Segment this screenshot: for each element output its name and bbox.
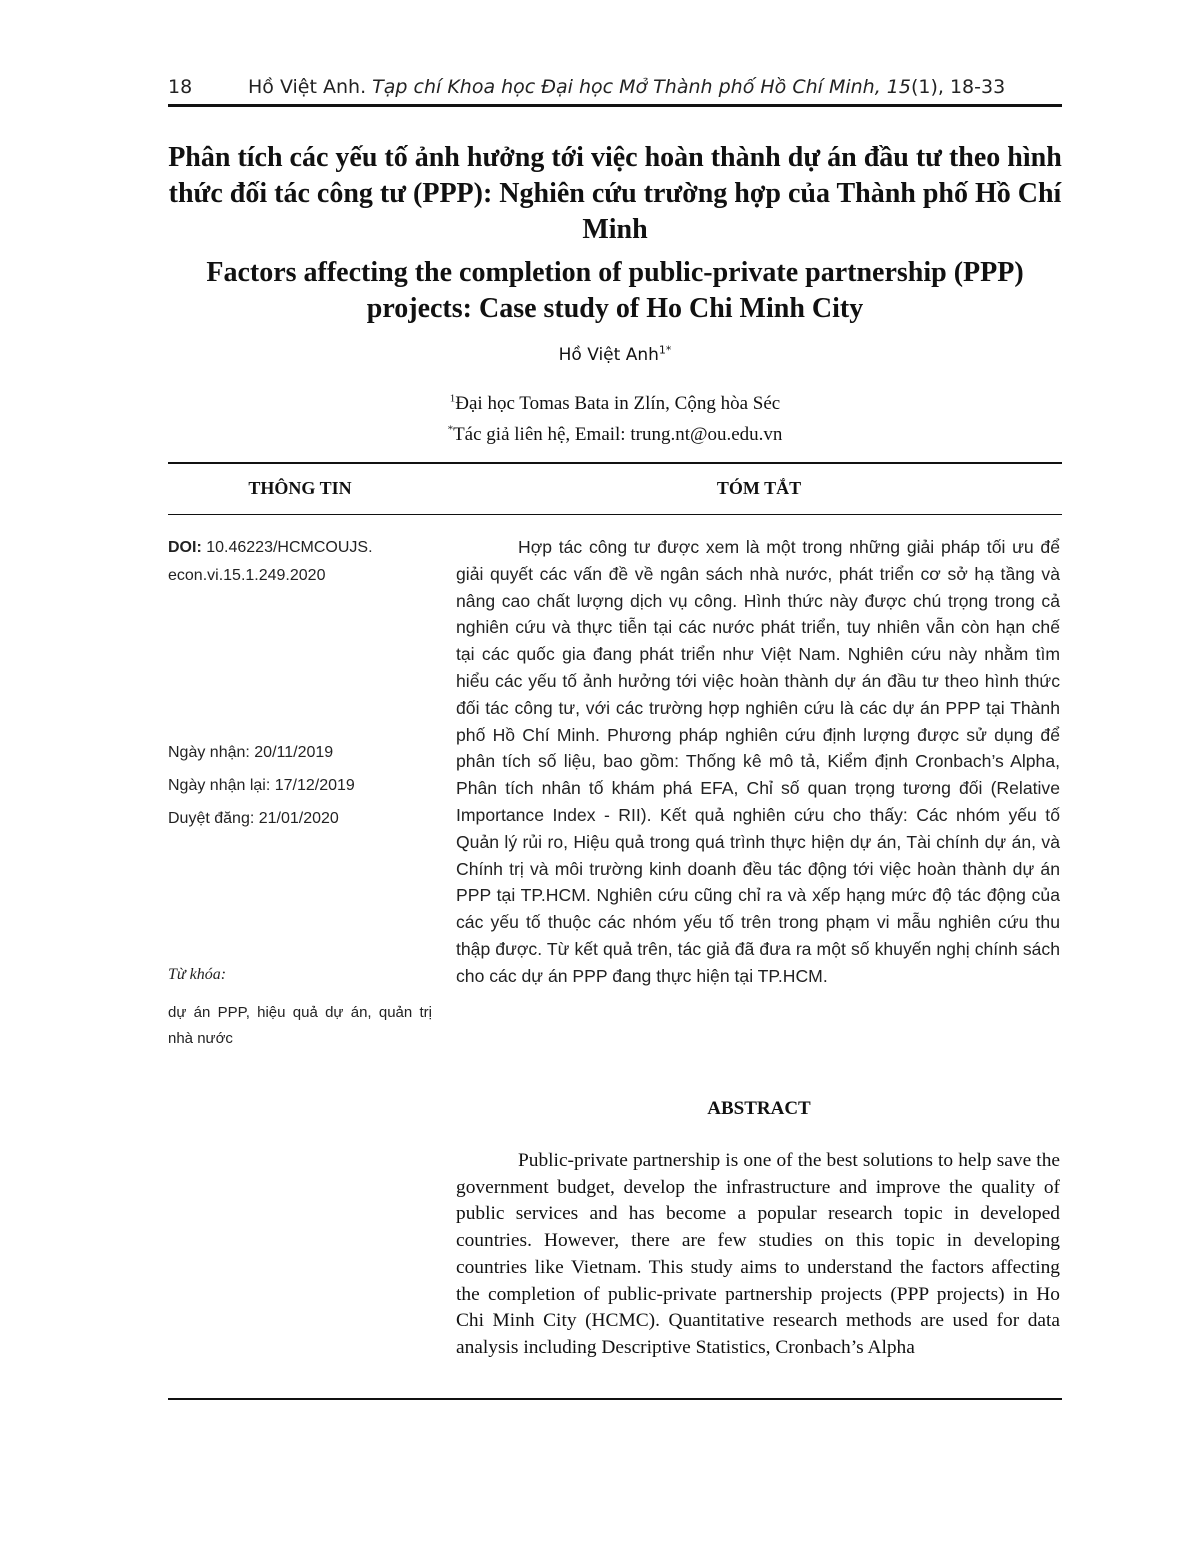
author-name: Hồ Việt Anh — [558, 345, 659, 365]
title-vietnamese: Phân tích các yếu tố ảnh hưởng tới việc hoàn thành dự án đầu tư theo hình thức đối tác công tư (PPP): Nghiên cứu trường hợp của Thành phố Hồ Chí Minh — [168, 142, 1062, 245]
table-top-rule — [168, 462, 1062, 464]
author-marks: 1* — [658, 343, 672, 357]
corresponding-mark: * — [447, 423, 454, 436]
affiliation-text: Đại học Tomas Bata in Zlín, Cộng hòa Séc — [455, 393, 781, 414]
dates-block — [168, 736, 432, 835]
revised-date: Ngày nhận lại: 17/12/2019 — [168, 777, 355, 794]
header-author: Hồ Việt Anh. — [248, 76, 367, 98]
keywords-label: Từ khóa: — [168, 966, 227, 983]
journal-name: Tạp chí Khoa học Đại học Mở Thành phố Hồ Chí Minh, 15 — [372, 76, 911, 98]
abstract-heading: ABSTRACT — [707, 1098, 811, 1119]
received-date: Ngày nhận: 20/11/2019 — [168, 744, 334, 761]
abstract-english: Public-private partnership is one of the best solutions to help save the government budget, develop the infrastructure and improve the quality of public services and has become a popular research topic in developed countries. However, there are few studies on this topic in developing countries like Vietnam. This study aims to understand the factors affecting the completion of public-private partnership projects (PPP projects) in Ho Chi Minh City (HCMC). Quantitative research methods are used for data analysis including Descriptive Statistics, Cronbach’s Alpha — [456, 1150, 1060, 1358]
affiliation-line — [168, 393, 1062, 415]
author-line — [168, 345, 1062, 365]
abstract-vietnamese: Hợp tác công tư được xem là một trong những giải pháp tối ưu để giải quyết các vấn đề về ngân sách nhà nước, phát triển cơ sở hạ tầng và nâng cao chất lượng dịch vụ công. Hình thức này được chú trọng trong cả nghiên cứu và thực tiễn tại các nước phát triển, tuy nhiên vẫn còn hạn chế tại các quốc gia đang phát triển như Việt Nam. Nghiên cứu này nhằm tìm hiểu các yếu tố ảnh hưởng tới việc hoàn thành dự án đầu tư theo hình thức đối tác công tư, với các trường hợp nghiên cứu là các dự án PPP tại Thành phố Hồ Chí Minh. Phương pháp nghiên cứu định lượng được sử dụng để phân tích số liệu, bao gồm: Thống kê mô tả, Kiểm định Cronbach’s Alpha, Phân tích nhân tố khám phá EFA, Chỉ số quan trọng tương đối (Relative Importance Index - RII). Kết quả nghiên cứu cho thấy: Các nhóm yếu tố Quản lý rủi ro, Hiệu quả trong quá trình thực hiện dự án, Tài chính dự án, và Chính trị và môi trường kinh doanh đều tác động tới việc hoàn thành dự án PPP tại TP.HCM. Nghiên cứu cũng chỉ ra và xếp hạng mức độ tác động của các yếu tố thuộc các nhóm yếu tố trên trong phạm vi mẫu nghiên cứu thu thập được. Từ kết quả trên, tác giả đã đưa ra một số khuyến nghị chính sách cho các dự án PPP đang thực hiện tại TP.HCM. — [456, 537, 1060, 986]
affiliation-mark: 1 — [449, 392, 456, 405]
page-number: 18 — [168, 76, 193, 98]
doi-block — [168, 534, 432, 590]
citation-line — [248, 76, 1005, 98]
info-heading: THÔNG TIN — [248, 478, 352, 498]
corresponding-author-line — [168, 424, 1062, 446]
summary-heading: TÓM TẮT — [716, 478, 802, 498]
doi-value: 10.46223/HCMCOUJS. econ.vi.15.1.249.2020 — [168, 539, 373, 584]
table-bottom-rule — [168, 1398, 1062, 1400]
title-english: Factors affecting the completion of public-private partnership (PPP) projects: Case study of Ho Chi Minh City — [206, 257, 1024, 324]
keywords-text: dự án PPP, hiệu quả dự án, quản trị nhà nước — [168, 1004, 432, 1047]
doi-label: DOI: — [168, 539, 202, 556]
header-rule — [168, 104, 1062, 107]
journal-issue: (1), 18-33 — [910, 76, 1006, 98]
corresponding-text: Tác giả liên hệ, Email: trung.nt@ou.edu.vn — [453, 424, 783, 445]
table-heading-rule — [168, 514, 1062, 515]
accepted-date: Duyệt đăng: 21/01/2020 — [168, 810, 339, 827]
running-header — [168, 76, 1062, 106]
